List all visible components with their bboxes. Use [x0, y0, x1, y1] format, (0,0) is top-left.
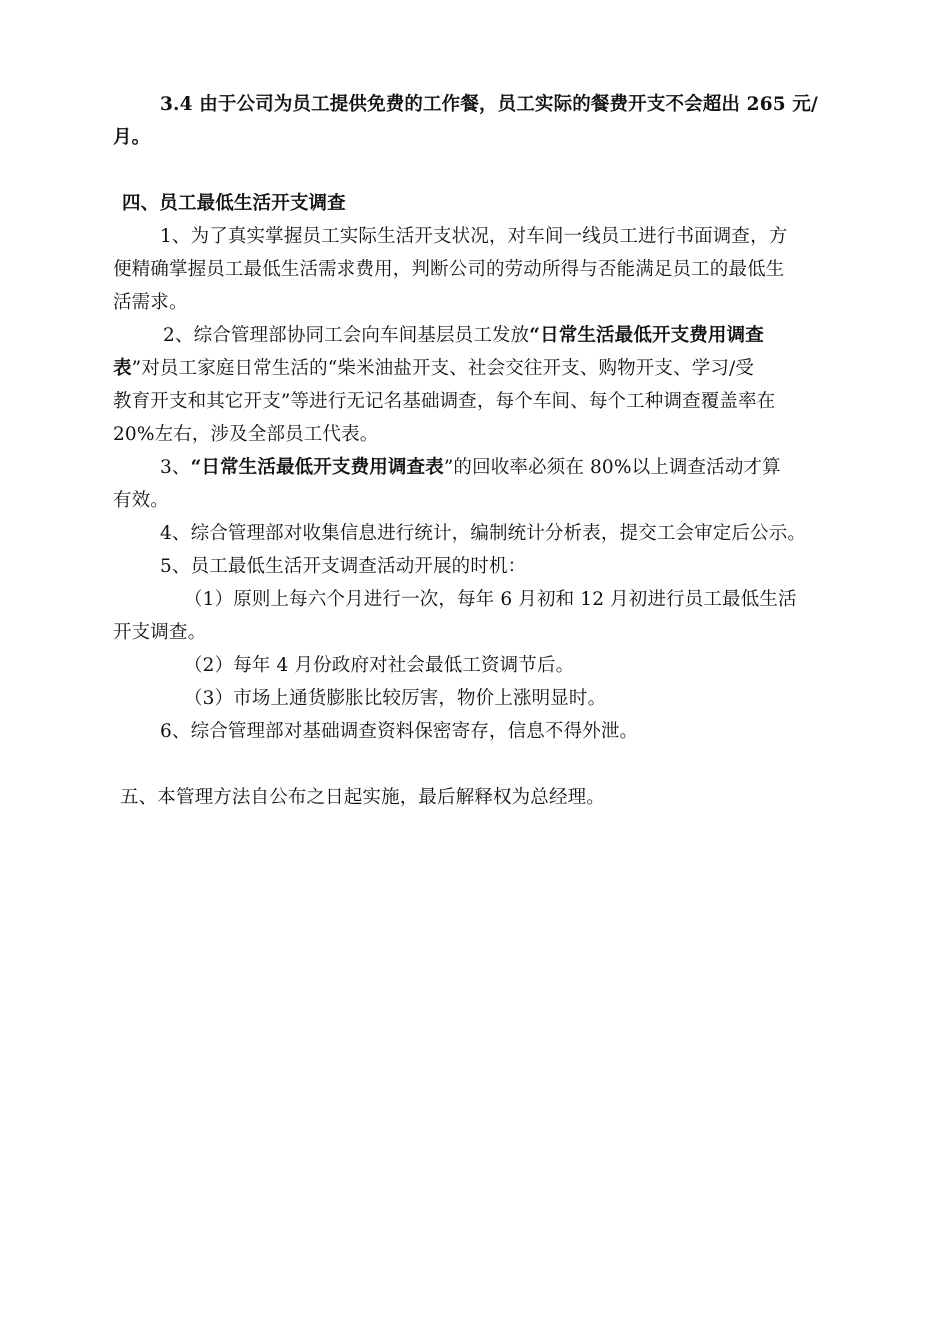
paragraph-3-line2: 有效。 — [113, 490, 169, 511]
paragraph-2-line2 — [113, 357, 754, 381]
paragraph-2-line2-rest: ”对员工家庭日常生活的“柴米油盐开支、社会交往开支、购物开支、学习/受 — [131, 358, 755, 379]
section-4-heading: 四、员工最低生活开支调查 — [122, 193, 346, 214]
paragraph-1-line3: 活需求。 — [113, 292, 188, 313]
paragraph-1-line1: 1、为了真实掌握员工实际生活开支状况，对车间一线员工进行书面调查，方 — [160, 226, 788, 247]
paragraph-3-line1 — [160, 456, 781, 480]
paragraph-5-intro: 5、员工最低生活开支调查活动开展的时机： — [160, 556, 527, 577]
item-3-4-line2: 月。 — [113, 127, 151, 148]
timing-item-1-line2: 开支调查。 — [113, 622, 207, 643]
survey-form-title-part1: “日常生活最低开支费用调查 — [529, 325, 764, 346]
paragraph-3-suffix: ”的回收率必须在 80%以上调查活动才算 — [443, 457, 781, 478]
timing-item-3: （3）市场上通货膨胀比较厉害，物价上涨明显时。 — [184, 688, 607, 709]
timing-item-1-line1: （1）原则上每六个月进行一次，每年 6 月初和 12 月初进行员工最低生活 — [184, 589, 797, 610]
timing-item-2: （2）每年 4 月份政府对社会最低工资调节后。 — [184, 655, 575, 676]
paragraph-2-line1 — [163, 324, 764, 348]
survey-form-title-part2: 表 — [113, 358, 132, 379]
section-5-text: 五、本管理方法自公布之日起实施，最后解释权为总经理。 — [120, 787, 605, 808]
paragraph-2-line1-prefix: 2、综合管理部协同工会向车间基层员工发放 — [163, 325, 530, 346]
paragraph-2-line3: 教育开支和其它开支”等进行无记名基础调查，每个车间、每个工种调查覆盖率在 — [113, 391, 776, 412]
paragraph-4: 4、综合管理部对收集信息进行统计，编制统计分析表，提交工会审定后公示。 — [160, 523, 807, 544]
paragraph-6: 6、综合管理部对基础调查资料保密寄存，信息不得外泄。 — [160, 721, 639, 742]
item-3-4-line1: 3.4 由于公司为员工提供免费的工作餐，员工实际的餐费开支不会超出 265 元/ — [160, 94, 818, 115]
paragraph-1-line2: 便精确掌握员工最低生活需求费用，判断公司的劳动所得与否能满足员工的最低生 — [113, 259, 785, 280]
paragraph-2-line4: 20%左右，涉及全部员工代表。 — [113, 424, 379, 445]
paragraph-3-prefix: 3、 — [160, 457, 191, 478]
survey-form-title: “日常生活最低开支费用调查表 — [190, 457, 444, 478]
